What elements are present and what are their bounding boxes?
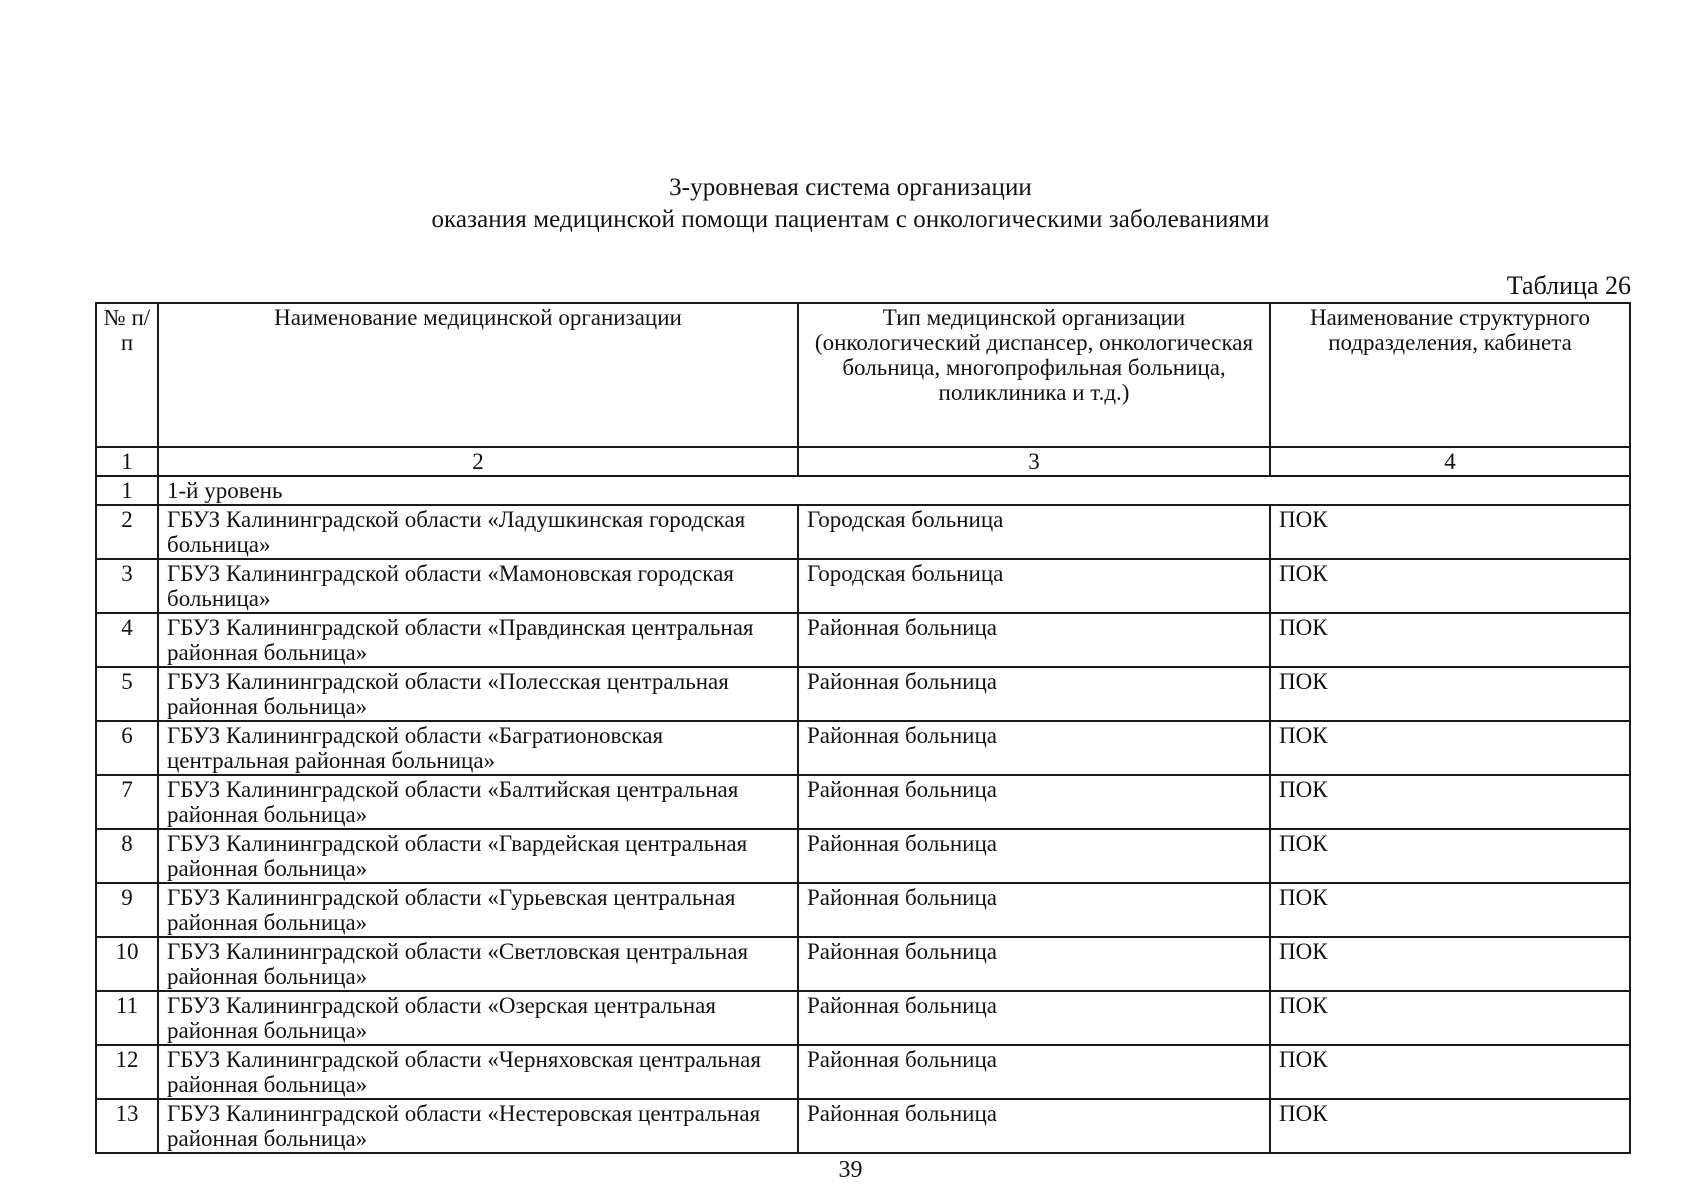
row-unit: ПОК [1270,613,1630,667]
row-org-type: Городская больница [798,559,1270,613]
table-row [96,613,1630,667]
table-row [96,559,1630,613]
header-unit: Наименование структурного подразделения, кабинета [1270,303,1630,447]
row-unit: ПОК [1270,559,1630,613]
row-num: 6 [96,721,158,775]
row-org-name: ГБУЗ Калининградской области «Черняховская центральная районная больница» [158,1045,798,1099]
organizations-table [95,302,1631,1154]
row-unit: ПОК [1270,1099,1630,1153]
row-num: 11 [96,991,158,1045]
row-org-name: ГБУЗ Калининградской области «Гурьевская центральная районная больница» [158,883,798,937]
row-org-name: ГБУЗ Калининградской области «Правдинская центральная районная больница» [158,613,798,667]
row-unit: ПОК [1270,505,1630,559]
row-unit: ПОК [1270,883,1630,937]
row-org-type: Районная больница [798,829,1270,883]
row-org-name: ГБУЗ Калининградской области «Багратионовская центральная районная больница» [158,721,798,775]
row-org-type: Районная больница [798,991,1270,1045]
table-row [96,505,1630,559]
row-org-type: Городская больница [798,505,1270,559]
row-num: 13 [96,1099,158,1153]
row-org-type: Районная больница [798,613,1270,667]
row-unit: ПОК [1270,721,1630,775]
document-title-line-2: оказания медицинской помощи пациентам с онкологическими заболеваниями [431,206,1270,233]
row-org-type: Районная больница [798,775,1270,829]
table-row [96,775,1630,829]
column-number: 3 [798,447,1270,476]
row-unit: ПОК [1270,775,1630,829]
row-org-type: Районная больница [798,667,1270,721]
header-num: № п/п [96,303,158,447]
document-title-line-1: 3-уровневая система организации [669,174,1032,201]
level-label: 1-й уровень [158,476,1630,505]
row-org-name: ГБУЗ Калининградской области «Мамоновская городская больница» [158,559,798,613]
column-number: 2 [158,447,798,476]
row-org-name: ГБУЗ Калининградской области «Озерская центральная районная больница» [158,991,798,1045]
page-number: 39 [838,1157,863,1183]
row-unit: ПОК [1270,937,1630,991]
level-row [96,476,1630,505]
table-row [96,883,1630,937]
row-org-name: ГБУЗ Калининградской области «Гвардейская центральная районная больница» [158,829,798,883]
row-org-name: ГБУЗ Калининградской области «Ладушкинская городская больница» [158,505,798,559]
row-unit: ПОК [1270,667,1630,721]
row-unit: ПОК [1270,1045,1630,1099]
row-num: 12 [96,1045,158,1099]
table-header-row [96,303,1630,447]
table-row [96,1099,1630,1153]
row-num: 10 [96,937,158,991]
row-unit: ПОК [1270,829,1630,883]
row-num: 5 [96,667,158,721]
row-num: 2 [96,505,158,559]
row-org-type: Районная больница [798,1045,1270,1099]
row-org-name: ГБУЗ Калининградской области «Нестеровская центральная районная больница» [158,1099,798,1153]
table-row [96,991,1630,1045]
table-row [96,721,1630,775]
table-row [96,829,1630,883]
row-org-name: ГБУЗ Калининградской области «Светловская центральная районная больница» [158,937,798,991]
table-row [96,1045,1630,1099]
row-org-type: Районная больница [798,721,1270,775]
row-num: 9 [96,883,158,937]
column-number: 1 [96,447,158,476]
row-org-type: Районная больница [798,1099,1270,1153]
table-row [96,667,1630,721]
table-row [96,937,1630,991]
row-org-type: Районная больница [798,883,1270,937]
column-number: 4 [1270,447,1630,476]
column-numbers-row [96,447,1630,476]
row-num: 3 [96,559,158,613]
level-num: 1 [96,476,158,505]
header-type: Тип медицинской организации (онкологический диспансер, онкологическая больница, многопрофильная больница, поликлиника и т.д.) [798,303,1270,447]
row-org-name: ГБУЗ Калининградской области «Полесская центральная районная больница» [158,667,798,721]
row-unit: ПОК [1270,991,1630,1045]
header-name: Наименование медицинской организации [158,303,798,447]
table-label: Таблица 26 [1506,271,1631,300]
row-num: 4 [96,613,158,667]
row-num: 7 [96,775,158,829]
row-org-type: Районная больница [798,937,1270,991]
row-num: 8 [96,829,158,883]
row-org-name: ГБУЗ Калининградской области «Балтийская центральная районная больница» [158,775,798,829]
